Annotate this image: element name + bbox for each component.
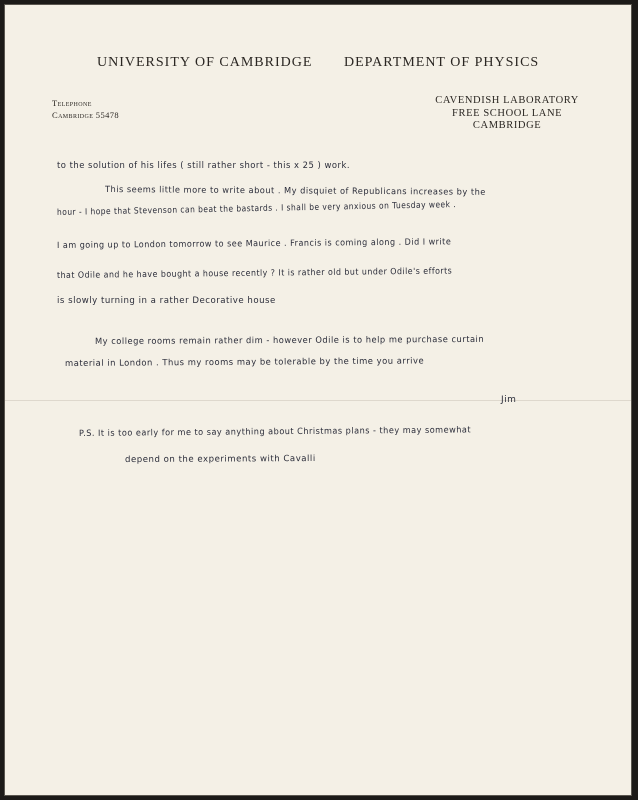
fold-line xyxy=(5,400,631,401)
address-line: CAVENDISH LABORATORY xyxy=(435,95,579,106)
telephone-number: Cambridge 55478 xyxy=(52,110,120,120)
address-line: CAMBRIDGE xyxy=(472,120,542,131)
letter-line: hour - I hope that Stevenson can beat the bastards . I shall be very anxious on Tuesday week . xyxy=(56,200,457,218)
address-block xyxy=(435,95,579,133)
postscript-line: depend on the experiments with Cavalli xyxy=(124,454,316,465)
telephone-block xyxy=(52,97,119,121)
address-line: FREE SCHOOL LANE xyxy=(452,107,563,119)
letter-sheet xyxy=(4,4,632,796)
letter-line: I am going up to London tomorrow to see Maurice . Francis is coming along . Did I write xyxy=(56,237,452,251)
letterhead-university: UNIVERSITY OF CAMBRIDGE xyxy=(97,55,313,70)
telephone-label: Telephone xyxy=(52,98,92,108)
letter-line: that Odile and he have bought a house recently ? It is rather old but under Odile's efforts xyxy=(56,266,453,281)
signature: Jim xyxy=(501,395,517,405)
letter-line: This seems little more to write about . My disquiet of Republicans increases by the xyxy=(104,185,486,198)
letter-line: to the solution of his lifes ( still rather short - this x 25 ) work. xyxy=(57,161,350,171)
letterhead-department: DEPARTMENT OF PHYSICS xyxy=(344,55,540,70)
letter-line: is slowly turning in a rather Decorative house xyxy=(57,296,276,306)
letter-line: My college rooms remain rather dim - however Odile is to help me purchase curtain xyxy=(94,334,485,347)
letter-line: material in London . Thus my rooms may be tolerable by the time you arrive xyxy=(64,356,425,369)
postscript-line: P.S. It is too early for me to say anything about Christmas plans - they may somewhat xyxy=(78,425,472,439)
